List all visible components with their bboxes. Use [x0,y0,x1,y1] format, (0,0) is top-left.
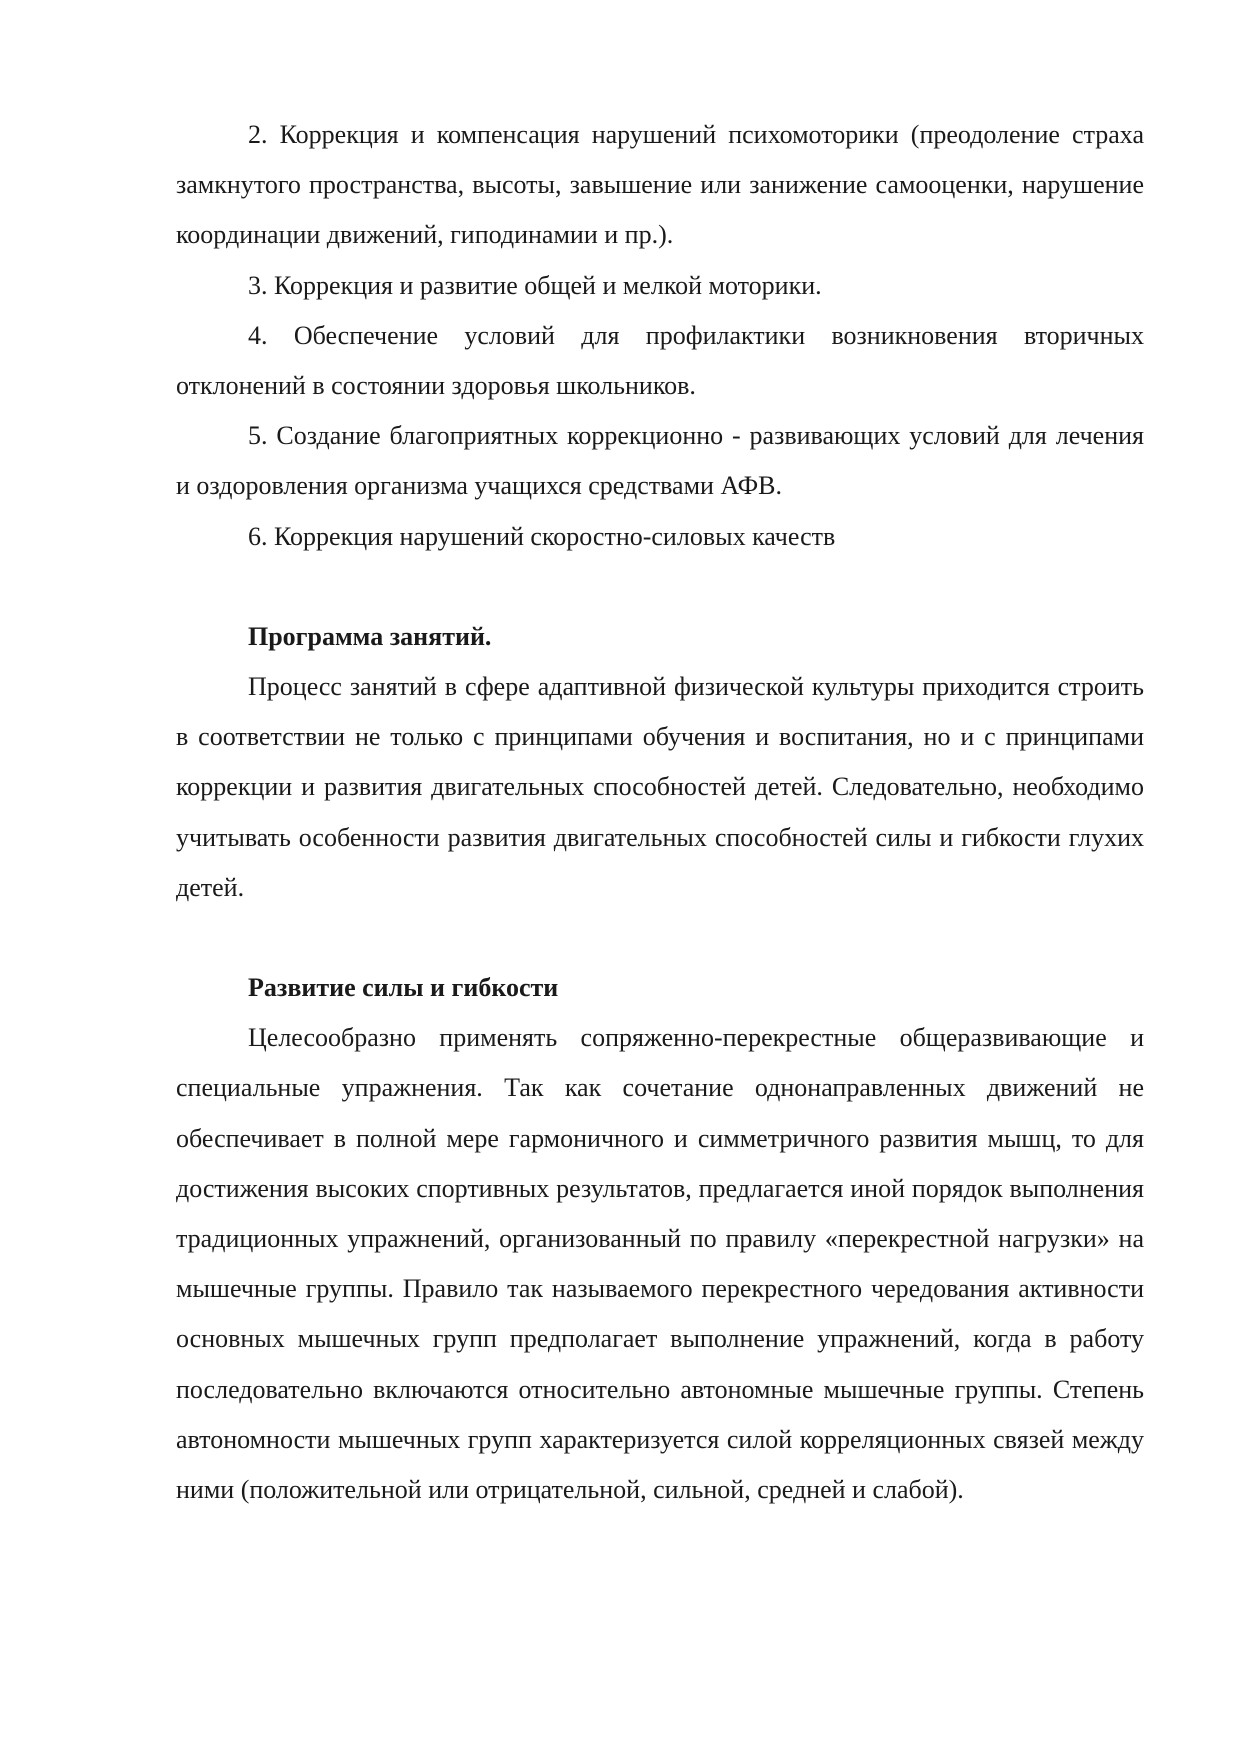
spacer [176,562,1144,612]
list-item-4: 4. Обеспечение условий для профилактики возникновения вторичных отклонений в состоянии здоровья школьников. [176,320,1144,401]
list-item-2: 2. Коррекция и компенсация нарушений психомоторики (преодоление страха замкнутого пространства, высоты, завышение или занижение самооценки, нарушение координации движений, гиподинамии и пр.). [176,120,1144,250]
strength-paragraph: Целесообразно применять сопряженно-перекрестные общеразвивающие и специальные упражнения. Так как сочетание однонаправленных движений не обеспечивает в полной мере гармоничного и симметричного развития мышц, то для достижения высоких спортивных результатов, предлагается иной порядок выполнения традиционных упражнений, организованный по правилу «перекрестной нагрузки» на мышечные группы. Правило так называемого перекрестного чередования активности основных мышечных групп предполагает выполнение упражнений, когда в работу последовательно включаются относительно автономные мышечные группы. Степень автономности мышечных групп характеризуется силой корреляционных связей между ними (положительной или отрицательной, сильной, средней и слабой). [176,1023,1144,1505]
list-item-6: 6. Коррекция нарушений скоростно-силовых качеств [248,521,836,551]
list-item-3: 3. Коррекция и развитие общей и мелкой моторики. [248,270,822,300]
program-paragraph: Процесс занятий в сфере адаптивной физической культуры приходится строить в соответствии не только с принципами обучения и воспитания, но и с принципами коррекции и развития двигательных способностей детей. Следовательно, необходимо учитывать особенности развития двигательных способностей силы и гибкости глухих детей. [176,672,1144,902]
program-heading: Программа занятий. [248,621,492,651]
page-body [176,110,1144,1515]
strength-heading: Развитие силы и гибкости [248,973,559,1003]
spacer [176,913,1144,963]
list-item-5: 5. Создание благоприятных коррекционно - развивающих условий для лечения и оздоровления организма учащихся средствами АФВ. [176,421,1144,501]
